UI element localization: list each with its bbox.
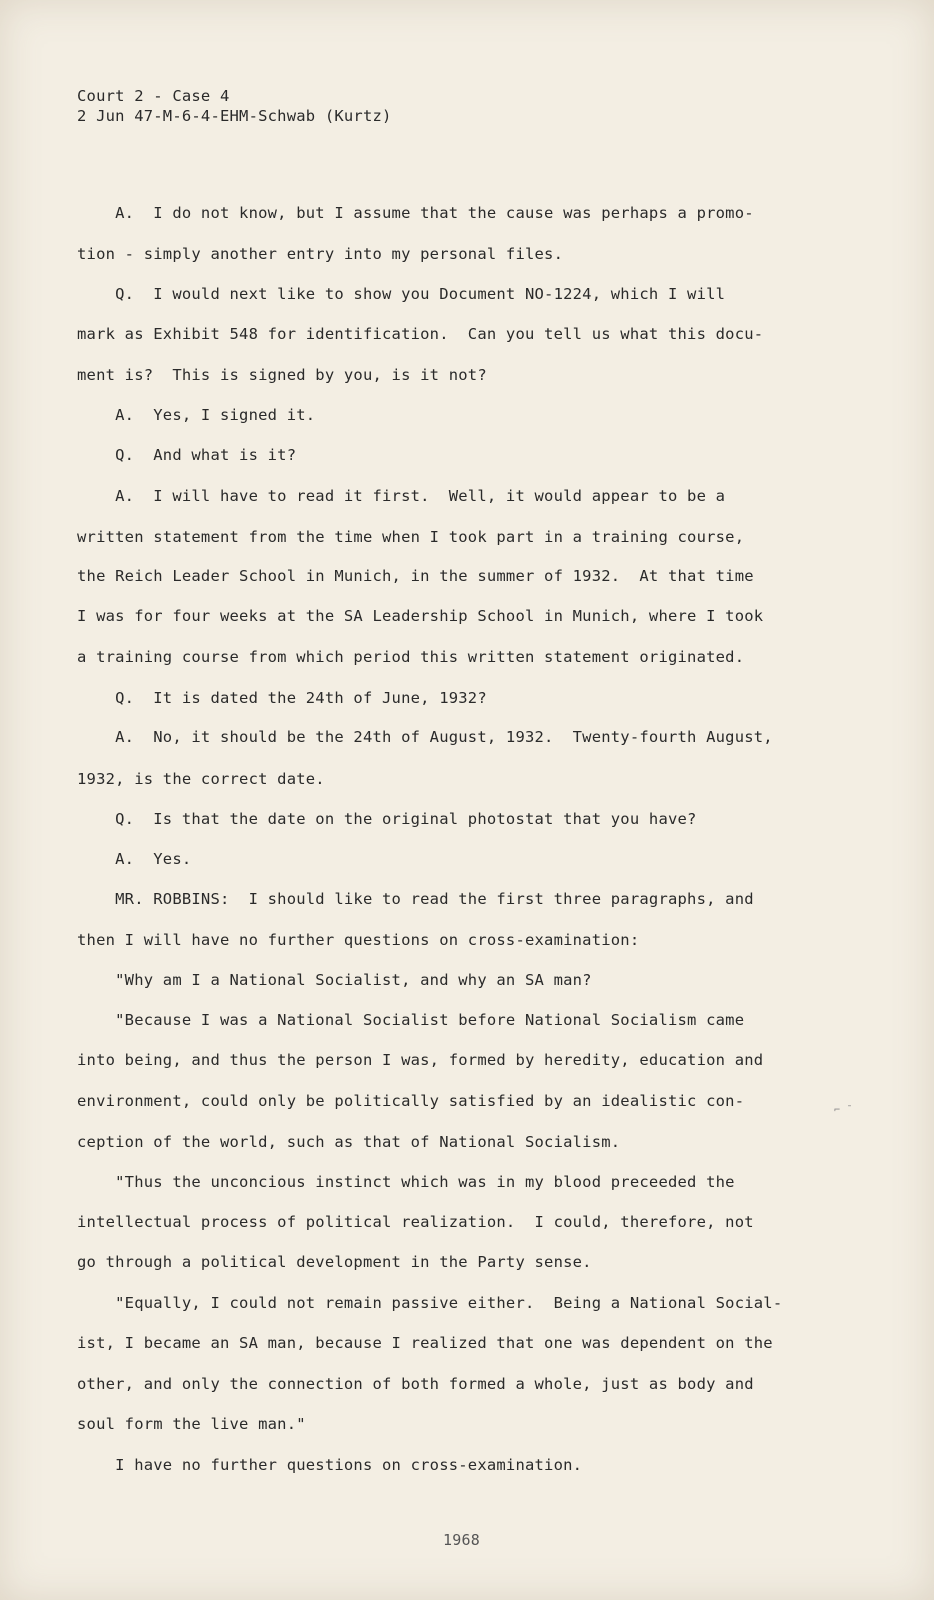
transcript-line: "Why am I a National Socialist, and why an SA man? bbox=[77, 971, 592, 989]
transcript-line: "Thus the unconcious instinct which was in my blood preceeded the bbox=[77, 1173, 735, 1191]
page-number: 1968 bbox=[443, 1531, 480, 1549]
transcript-line: A. I do not know, but I assume that the cause was perhaps a promo- bbox=[77, 204, 754, 222]
transcript-line: go through a political development in the Party sense. bbox=[77, 1253, 592, 1271]
transcript-line: A. Yes. bbox=[77, 850, 192, 868]
transcript-line: I was for four weeks at the SA Leadership School in Munich, where I took bbox=[77, 607, 764, 625]
document-header bbox=[77, 86, 392, 126]
header-reference-line: 2 Jun 47-M-6-4-EHM-Schwab (Kurtz) bbox=[77, 107, 392, 125]
transcript-line: A. I will have to read it first. Well, it would appear to be a bbox=[77, 487, 726, 505]
transcript-line: written statement from the time when I took part in a training course, bbox=[77, 528, 745, 546]
transcript-line: "Because I was a National Socialist before National Socialism came bbox=[77, 1011, 745, 1029]
transcript-line: a training course from which period this written statement originated. bbox=[77, 648, 745, 666]
transcript-line: environment, could only be politically satisfied by an idealistic con- bbox=[77, 1092, 745, 1110]
transcript-line: mark as Exhibit 548 for identification. Can you tell us what this docu- bbox=[77, 325, 764, 343]
transcript-line: intellectual process of political realization. I could, therefore, not bbox=[77, 1213, 754, 1231]
transcript-line: "Equally, I could not remain passive either. Being a National Social- bbox=[77, 1294, 783, 1312]
transcript-line: then I will have no further questions on cross-examination: bbox=[77, 931, 640, 949]
transcript-line: I have no further questions on cross-examination. bbox=[77, 1456, 583, 1474]
transcript-line: into being, and thus the person I was, formed by heredity, education and bbox=[77, 1051, 764, 1069]
transcript-line: ception of the world, such as that of National Socialism. bbox=[77, 1133, 621, 1151]
transcript-line: Q. I would next like to show you Document NO-1224, which I will bbox=[77, 285, 726, 303]
transcript-line: ist, I became an SA man, because I realized that one was dependent on the bbox=[77, 1334, 773, 1352]
transcript-line: other, and only the connection of both formed a whole, just as body and bbox=[77, 1375, 754, 1393]
transcript-line: the Reich Leader School in Munich, in the summer of 1932. At that time bbox=[77, 567, 754, 585]
transcript-line: 1932, is the correct date. bbox=[77, 770, 325, 788]
transcript-line: Q. Is that the date on the original photostat that you have? bbox=[77, 810, 697, 828]
transcript-line: A. Yes, I signed it. bbox=[77, 406, 316, 424]
transcript-line: A. No, it should be the 24th of August, 1932. Twenty-fourth August, bbox=[77, 728, 773, 746]
header-court-line: Court 2 - Case 4 bbox=[77, 87, 230, 105]
transcript-line: soul form the live man." bbox=[77, 1415, 306, 1433]
transcript-line: MR. ROBBINS: I should like to read the first three paragraphs, and bbox=[77, 890, 754, 908]
transcript-line: ment is? This is signed by you, is it not? bbox=[77, 366, 487, 384]
transcript-line: Q. And what is it? bbox=[77, 446, 297, 464]
margin-mark: ⌐ ¯ bbox=[834, 1105, 853, 1116]
transcript-line: Q. It is dated the 24th of June, 1932? bbox=[77, 689, 487, 707]
transcript-line: tion - simply another entry into my personal files. bbox=[77, 245, 564, 263]
